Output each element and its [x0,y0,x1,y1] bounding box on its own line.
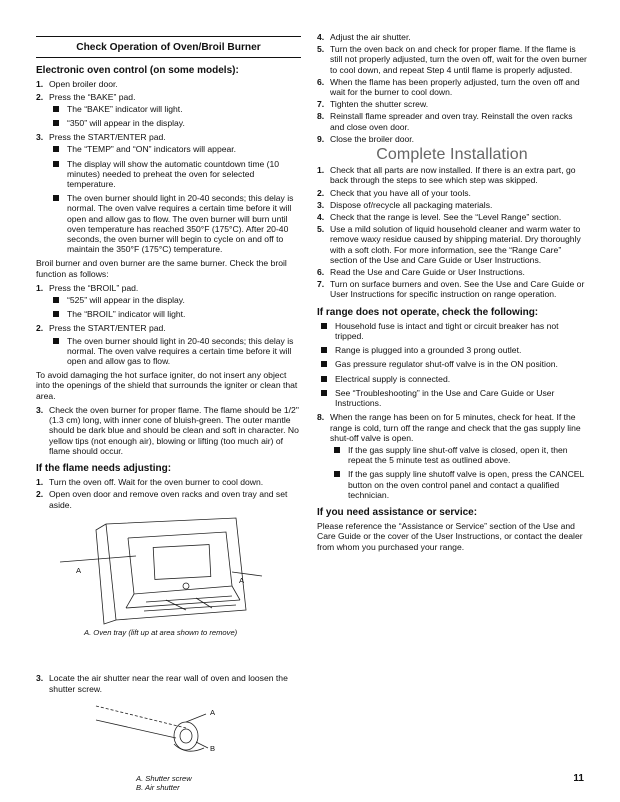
step-item: 5. Use a mild solution of liquid household cleaner and warm water to remove waxy residue caused by shipping material. Dry thoroughly with a soft cloth. For more information, see the “Range Care” section of the Use and Care Guide or User Instructions. [317,224,581,265]
step-item: 2. Press the “BAKE” pad. [36,91,136,102]
bullet-square-icon [321,347,327,353]
step-item: 2. Open oven door and remove oven racks and oven tray and set aside. [36,489,288,510]
electronic-control-heading: Electronic oven control (on some models): [36,65,239,77]
step-item: 8. When the range has been on for 5 minutes, check for heat. If the range is cold, turn off the range and check that the gas supply line shut-off valve is open. [317,412,581,443]
fig1-label-a-right: A [239,575,245,585]
bullet-item: Range is plugged into a grounded 3 prong outlet. [317,345,587,355]
right-column [317,32,587,556]
bullet-item: The “BAKE” indicator will light. [49,104,301,114]
step-item: 1. Open broiler door. [36,79,118,90]
step-item: 2. Press the START/ENTER pad. [36,323,166,334]
bullet-square-icon [53,297,59,303]
step-item: 2. Check that you have all of your tools. [317,187,471,198]
step-item: 7. Tighten the shutter screw. [317,99,429,110]
step-item: 6. Read the Use and Care Guide or User Instructions. [317,267,525,278]
air-shutter-figure [36,700,301,758]
bullet-square-icon [321,376,327,382]
fig2-label-a: A [210,707,216,717]
not-operate-heading: If range does not operate, check the following: [317,306,539,318]
bullet-item: Electrical supply is connected. [317,374,587,384]
oven-tray-figure [36,516,301,628]
bullet-square-icon [321,323,327,329]
step-item: 1. Check that all parts are now installed. If there is an extra part, go back through the steps to see which step was skipped. [317,165,576,186]
assistance-heading: If you need assistance or service: [317,506,478,518]
step-item: 3. Dispose of/recycle all packaging materials. [317,199,493,210]
bullet-square-icon [53,120,59,126]
left-column [36,0,301,793]
step-item: 3. Check the oven burner for proper flame. The flame should be 1/2" (1.3 cm) long, with inner cone of bluish-green. The outer mantle should be dark blue and should be clean and soft in character. No yellow tips (not enough air), blowing or lifting (too much air) of flame should occur. [36,404,299,456]
bullet-item: “350” will appear in the display. [49,118,301,128]
bullet-square-icon [321,390,327,396]
step-item: 3. Press the START/ENTER pad. [36,132,166,143]
fig2-caption-a: A. Shutter screw [136,773,192,783]
bullet-square-icon [53,106,59,112]
igniter-note: To avoid damaging the hot surface igniter, do not insert any object into the openings of the shield that surrounds the igniter or clean that area. [36,370,298,401]
bullet-item: “525” will appear in the display. [49,295,301,305]
bullet-item: The oven burner should light in 20-40 seconds; this delay is normal. The oven valve requires a certain time before it will open and allow gas to flow. The oven burner will burn until oven temperature has reached 350°F (175°C). After 20-40 seconds, the oven burner will begin to cycle on and off to maintain the 350°F (175°C) temperature. [49,193,301,254]
bullet-item: If the gas supply line shutoff valve is open, press the CANCEL button on the oven control panel and contact a qualified technician. [330,469,587,500]
bullet-item: The oven burner should light in 20-40 seconds; this delay is normal. The oven valve requires a certain time before it will open and allow gas to flow. [49,336,301,367]
bullet-square-icon [334,447,340,453]
page-number: 11 [573,773,584,784]
fig2-label-b: B [210,743,216,753]
air-shutter-illustration [36,700,301,758]
fig2-caption-b: B. Air shutter [136,783,180,793]
broil-intro: Broil burner and oven burner are the same burner. Check the broil function as follows: [36,258,287,279]
bullet-square-icon [53,338,59,344]
bullet-square-icon [53,161,59,167]
bullet-square-icon [334,471,340,477]
step-item: 1. Press the “BROIL” pad. [36,282,139,293]
step-item: 4. Check that the range is level. See the “Level Range” section. [317,212,562,223]
fig1-label-a-left: A [76,565,82,575]
bullet-item: Household fuse is intact and tight or circuit breaker has not tripped. [317,321,587,341]
check-operation-title: Check Operation of Oven/Broil Burner [36,36,301,58]
step-item: 8. Reinstall flame spreader and oven tray. Reinstall the oven racks and close oven door. [317,111,573,132]
bullet-item: If the gas supply line shut-off valve is closed, open it, then repeat the 5 minute test as outlined above. [330,445,587,465]
step-item: 9. Close the broiler door. [317,133,415,144]
step-item: 3. Locate the air shutter near the rear wall of oven and loosen the shutter screw. [36,673,288,694]
step-item: 7. Turn on surface burners and oven. See the Use and Care Guide or User Instructions for specific instruction on range operation. [317,279,585,300]
bullet-item: See “Troubleshooting” in the Use and Care Guide or User Instructions. [317,388,587,408]
bullet-item: The display will show the automatic countdown time (10 minutes) needed to preheat the oven for selected temperature. [49,159,301,190]
step-item: 5. Turn the oven back on and check for proper flame. If the flame is still not properly adjusted, turn the oven off, wait for the oven burner to cool down, and repeat Step 4 until flame is properly adjusted. [317,44,587,75]
step-item: 1. Turn the oven off. Wait for the oven burner to cool down. [36,477,264,488]
bullet-square-icon [53,146,59,152]
bullet-item: The “BROIL” indicator will light. [49,309,301,319]
fig1-caption: A. Oven tray (lift up at area shown to remove) [84,627,238,637]
bullet-square-icon [53,311,59,317]
bullet-square-icon [53,195,59,201]
step-item: 4. Adjust the air shutter. [317,32,411,42]
flame-adjust-heading: If the flame needs adjusting: [36,462,172,474]
bullet-square-icon [321,361,327,367]
assistance-text: Please reference the “Assistance or Service” section of the Use and Care Guide or the cover of the User Instructions, or contact the dealer from whom you purchased your range. [317,521,583,552]
step-item: 6. When the flame has been properly adjusted, turn the oven off and wait for the burner to cool down. [317,76,580,98]
complete-installation-title: Complete Installation [376,146,528,164]
bullet-item: Gas pressure regulator shut-off valve is in the ON position. [317,359,587,369]
bullet-item: The “TEMP” and “ON” indicators will appear. [49,144,301,154]
